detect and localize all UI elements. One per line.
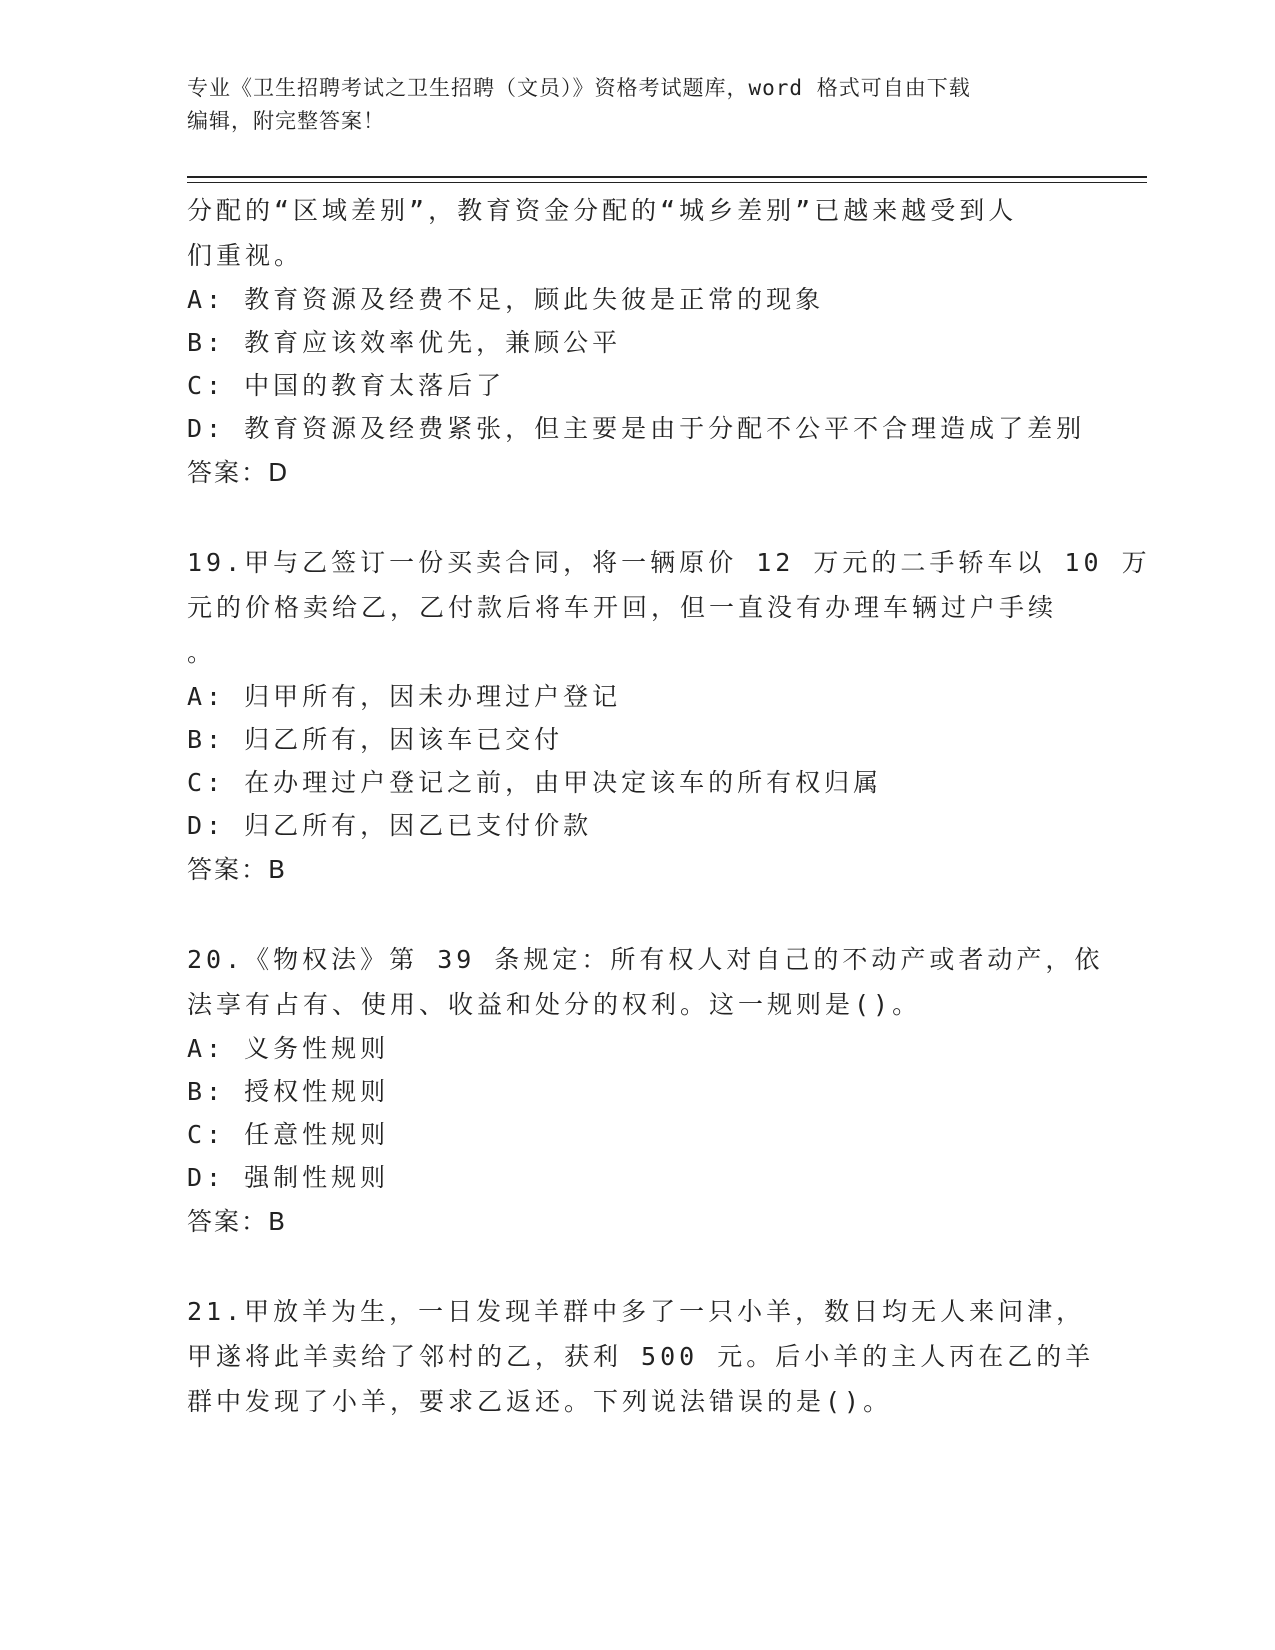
option-c: C: 中国的教育太落后了	[187, 371, 506, 400]
question-20	[187, 937, 1104, 1244]
question-gap	[187, 1244, 1087, 1289]
question-stem-line: 。	[187, 638, 217, 667]
header-divider-thin	[187, 182, 1147, 183]
option-b: B: 归乙所有，因该车已交付	[187, 725, 564, 754]
option-d: D: 强制性规则	[187, 1163, 390, 1192]
option-a: A: 教育资源及经费不足，顾此失彼是正常的现象	[187, 285, 825, 314]
question-gap	[187, 495, 1087, 540]
option-d: D: 归乙所有，因乙已支付价款	[187, 811, 593, 840]
question-18	[187, 188, 1087, 495]
header-line-1: 专业《卫生招聘考试之卫生招聘（文员）》资格考试题库，word 格式可自由下载	[187, 76, 971, 100]
question-stem-line: 20.《物权法》第 39 条规定：所有权人对自己的不动产或者动产，依	[187, 945, 1104, 974]
question-gap	[187, 892, 1087, 937]
option-b: B: 授权性规则	[187, 1077, 390, 1106]
option-c: C: 在办理过户登记之前，由甲决定该车的所有权归属	[187, 768, 883, 797]
question-stem-line: 21.甲放羊为生，一日发现羊群中多了一只小羊，数日均无人来问津，	[187, 1297, 1086, 1326]
option-d: D: 教育资源及经费紧张，但主要是由于分配不公平不合理造成了差别	[187, 414, 1086, 443]
answer-line: 答案：B	[187, 1207, 288, 1236]
option-c: C: 任意性规则	[187, 1120, 390, 1149]
question-stem-line: 分配的“区域差别”，教育资金分配的“城乡差别”已越来越受到人	[187, 196, 1018, 225]
question-stem-line: 群中发现了小羊，要求乙返还。下列说法错误的是()。	[187, 1387, 893, 1416]
header-divider-thick	[187, 176, 1147, 178]
question-stem-line: 元的价格卖给乙，乙付款后将车开回，但一直没有办理车辆过户手续	[187, 593, 1058, 622]
header-line-2: 编辑，附完整答案！	[187, 109, 385, 133]
option-b: B: 教育应该效率优先，兼顾公平	[187, 328, 622, 357]
question-21	[187, 1289, 1095, 1424]
question-stem-line: 们重视。	[187, 241, 304, 270]
question-content	[187, 188, 1151, 1424]
option-a: A: 义务性规则	[187, 1034, 390, 1063]
option-a: A: 归甲所有，因未办理过户登记	[187, 682, 622, 711]
answer-line: 答案：B	[187, 855, 288, 884]
answer-line: 答案：D	[187, 458, 290, 487]
page-header	[187, 72, 1067, 138]
question-19	[187, 540, 1151, 892]
question-stem-line: 19.甲与乙签订一份买卖合同，将一辆原价 12 万元的二手轿车以 10 万	[187, 548, 1151, 577]
question-stem-line: 法享有占有、使用、收益和处分的权利。这一规则是()。	[187, 990, 922, 1019]
question-stem-line: 甲遂将此羊卖给了邻村的乙，获利 500 元。后小羊的主人丙在乙的羊	[187, 1342, 1095, 1371]
